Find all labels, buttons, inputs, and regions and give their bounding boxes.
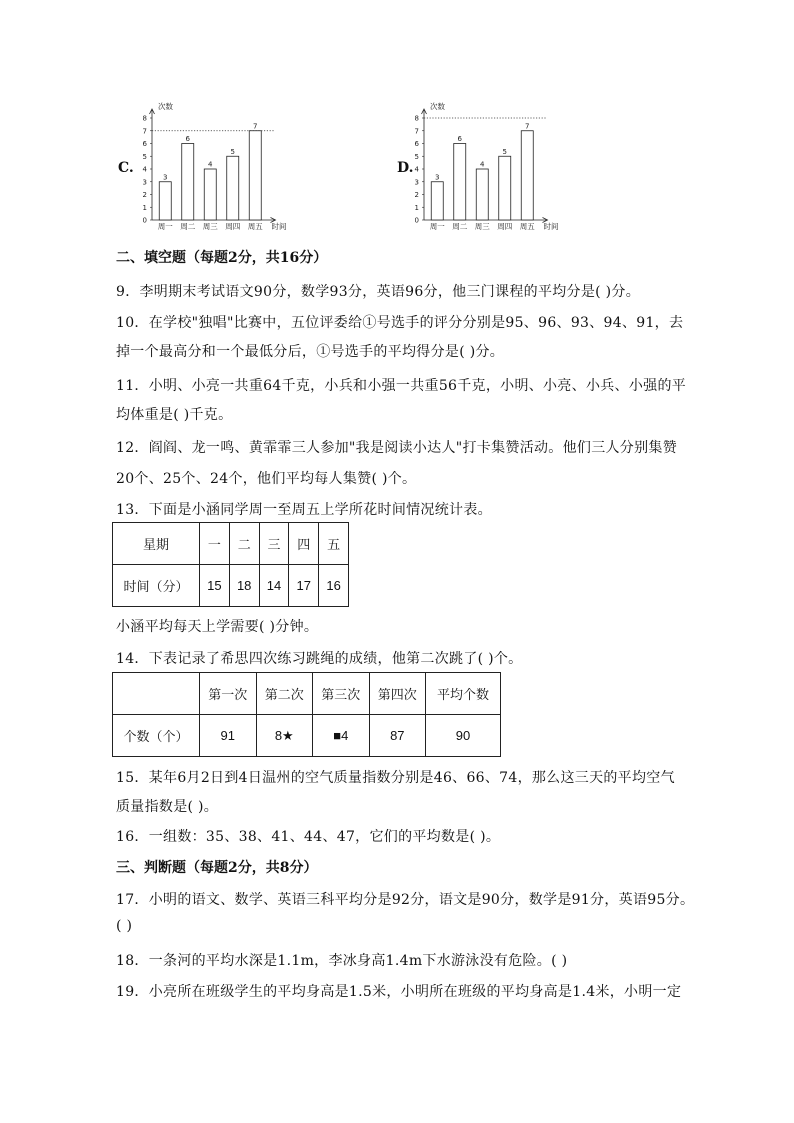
bar: [204, 169, 216, 220]
y-tick-label: 8: [142, 114, 147, 123]
question-16: 16．一组数：35、38、41、44、47，它们的平均数是( )。: [116, 829, 501, 845]
y-tick-label: 6: [142, 140, 147, 148]
y-tick-label: 2: [142, 191, 147, 199]
section-judge-title: 三、判断题（每题2分，共8分）: [116, 860, 318, 876]
x-tick-label: 周二: [452, 222, 468, 231]
question-17-line-2: ( ): [116, 918, 133, 934]
question-18: 18．一条河的平均水深是1.1m，李冰身高1.4m下水游泳没有危险。( ): [116, 953, 568, 969]
y-tick-label: 1: [414, 203, 419, 212]
bar-chart-c: [138, 98, 308, 234]
bar-value-label: 3: [435, 173, 440, 182]
bar: [159, 182, 171, 220]
y-axis-label: 次数: [430, 102, 445, 111]
bar: [499, 156, 511, 220]
table-header-cell: 星期: [113, 523, 200, 565]
x-tick-label: 周一: [157, 222, 173, 231]
question-13-text: 13．下面是小涵同学周一至周五上学所花时间情况统计表。: [116, 502, 492, 518]
question-17-line-1: 17．小明的语文、数学、英语三科平均分是92分，语文是90分，数学是91分，英语95分。: [116, 892, 695, 908]
jump-rope-table: [112, 672, 501, 757]
y-tick-label: 5: [414, 152, 419, 161]
question-11-line-1: 11．小明、小亮一共重64千克，小兵和小强一共重56千克，小明、小亮、小兵、小强的平: [116, 378, 687, 394]
question-12-line-1: 12．阎阎、龙一鸣、黄霏霏三人参加"我是阅读小达人"打卡集赞活动。他们三人分别集赞: [116, 440, 677, 456]
bar-chart-d: [410, 98, 580, 234]
x-tick-label: 周二: [180, 222, 196, 231]
bar: [249, 131, 261, 220]
y-tick-label: 6: [414, 140, 419, 148]
table-cell: 14: [259, 565, 289, 607]
bar-value-label: 4: [208, 160, 213, 169]
table-cell: 18: [229, 565, 259, 607]
table-header-cell: 第四次: [369, 673, 426, 715]
question-19-line-1: 19．小亮所在班级学生的平均身高是1.5米，小明所在班级的平均身高是1.4米，小明一定: [116, 984, 682, 1000]
x-tick-label: 周五: [247, 222, 263, 231]
bar-value-label: 5: [502, 147, 507, 156]
y-tick-label: 4: [142, 165, 147, 174]
table-cell: 15: [200, 565, 230, 607]
y-tick-label: 7: [142, 127, 147, 136]
table-header-cell: 五: [319, 523, 349, 565]
table-cell: 91: [200, 715, 257, 757]
question-10-line-1: 10．在学校"独唱"比赛中，五位评委给①号选手的评分分别是95、96、93、94、91，去: [116, 315, 684, 331]
question-10-line-2: 掉一个最高分和一个最低分后，①号选手的平均得分是( )分。: [116, 344, 505, 360]
bar: [227, 156, 239, 220]
option-d-label: D.: [397, 160, 414, 176]
bar-value-label: 7: [525, 122, 530, 131]
bar: [521, 131, 533, 220]
bar-value-label: 7: [253, 122, 258, 131]
table-row-label: 个数（个）: [113, 715, 200, 757]
table-header-cell: 一: [200, 523, 230, 565]
question-13-answer: 小涵平均每天上学需要( )分钟。: [116, 619, 319, 635]
question-15-line-1: 15．某年6月2日到4日温州的空气质量指数分别是46、66、74，那么这三天的平均空气: [116, 770, 675, 786]
table-header-cell: 平均个数: [426, 673, 501, 715]
x-tick-label: 周一: [429, 222, 445, 231]
y-tick-label: 2: [414, 191, 419, 199]
table-header-cell: 四: [289, 523, 319, 565]
bar: [431, 182, 443, 220]
table-cell: 16: [319, 565, 349, 607]
x-tick-label: 周四: [497, 222, 513, 231]
table-header-cell: 三: [259, 523, 289, 565]
section-fill-in-title: 二、填空题（每题2分，共16分）: [116, 250, 328, 266]
question-11-line-2: 均体重是( )千克。: [116, 407, 233, 423]
table-header-cell: 第二次: [256, 673, 313, 715]
y-tick-label: 8: [414, 114, 419, 123]
option-c-label: C.: [118, 160, 134, 176]
x-axis-label: 时间: [271, 222, 287, 231]
table-cell: ■4: [313, 715, 370, 757]
x-tick-label: 周三: [474, 222, 490, 231]
x-tick-label: 周五: [519, 222, 535, 231]
table-cell: 8★: [256, 715, 313, 757]
bar-value-label: 3: [163, 173, 168, 182]
bar: [476, 169, 488, 220]
bar: [182, 144, 194, 221]
y-tick-label: 4: [414, 165, 419, 174]
question-15-line-2: 质量指数是( )。: [116, 799, 219, 815]
y-tick-label: 1: [142, 203, 147, 212]
bar-value-label: 6: [185, 135, 190, 143]
table-row-label: 时间（分）: [113, 565, 200, 607]
bar-value-label: 5: [230, 147, 235, 156]
bar-value-label: 4: [480, 160, 485, 169]
x-tick-label: 周三: [202, 222, 218, 231]
table-header-cell: 第三次: [313, 673, 370, 715]
question-12-line-2: 20个、25个、24个，他们平均每人集赞( )个。: [116, 471, 417, 487]
y-axis-label: 次数: [158, 102, 173, 111]
x-axis-label: 时间: [543, 222, 559, 231]
y-tick-label: 3: [414, 178, 419, 187]
y-tick-label: 7: [414, 127, 419, 136]
y-tick-label: 0: [142, 216, 147, 225]
table-header-cell: 第一次: [200, 673, 257, 715]
table-cell: 17: [289, 565, 319, 607]
table-header-cell: [113, 673, 200, 715]
bar: [454, 144, 466, 221]
x-tick-label: 周四: [225, 222, 241, 231]
table-cell: 90: [426, 715, 501, 757]
table-header-cell: 二: [229, 523, 259, 565]
y-tick-label: 3: [142, 178, 147, 187]
y-tick-label: 5: [142, 152, 147, 161]
question-9: 9．李明期末考试语文90分，数学93分，英语96分，他三门课程的平均分是( )分。: [116, 284, 641, 300]
y-tick-label: 0: [414, 216, 419, 225]
table-cell: 87: [369, 715, 426, 757]
question-14-text: 14．下表记录了希思四次练习跳绳的成绩，他第二次跳了( )个。: [116, 651, 523, 667]
school-time-table: [112, 522, 349, 607]
bar-value-label: 6: [457, 135, 462, 143]
